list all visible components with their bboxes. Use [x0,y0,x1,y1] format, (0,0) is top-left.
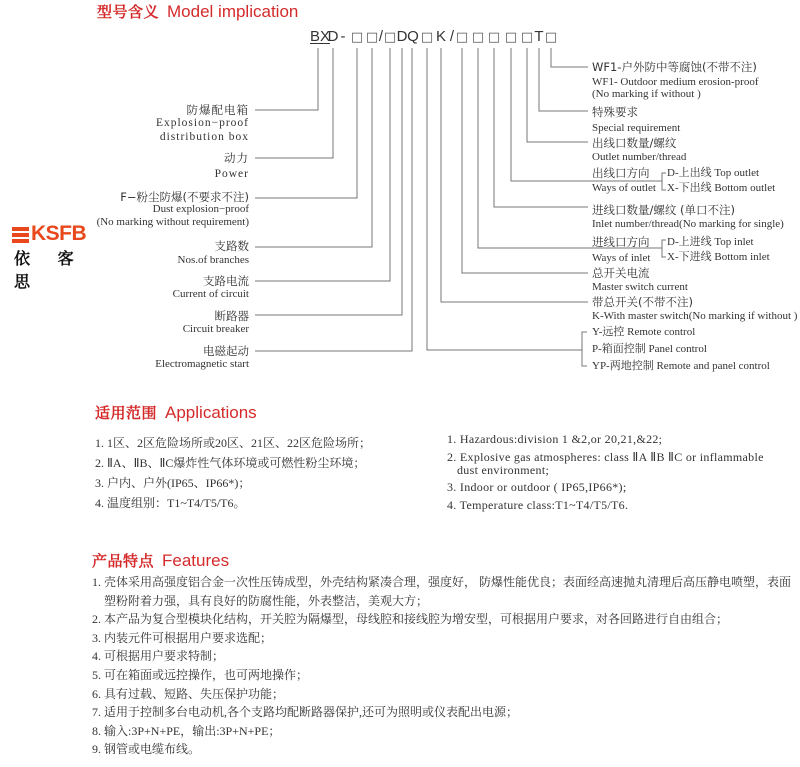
label-inlet-number-cn: 进线口数量/螺纹 (单口不注) [592,203,736,217]
label-circuit-current-cn: 支路电流 [203,274,249,288]
code-glyph: - [340,28,346,45]
feature-line: 1. 壳体采用高强度铝合金一次性压铸成型，外壳结构紧凑合理，强度好， 防爆性能优良；表面经高速抛丸清理后高压静电喷塑，表面 [92,575,792,589]
label-power-en: Power [214,168,249,180]
label-branches-en: Nos.of branches [177,254,249,266]
feature-item [92,722,791,741]
code-glyph: □ [420,30,434,45]
logo-e-mark [12,227,29,243]
line-control [427,48,582,350]
feature-item [92,740,791,759]
line-circuit-current [255,48,390,281]
feature-line: 8. 输入:3P+N+PE，输出:3P+N+PE； [92,723,281,738]
feature-line: 塑粉附着力强，具有良好的防腐性能，外表整洁，美观大方； [104,593,429,608]
application-line: 3. Indoor or outdoor ( IP65,IP66*); [447,480,627,494]
code-glyph: □ [520,30,534,45]
label-master-switch-en: K-With master switch(No marking if without ) [592,310,798,322]
application-line: dust environment; [457,462,550,477]
label-explosion-proof-box-en: distribution box [159,131,249,143]
application-item-en [447,499,764,512]
code-glyph: / [378,28,384,45]
feature-item [92,647,791,666]
option-top-inlet: D-上进线 Top inlet [667,236,754,248]
model-heading-cn: 型号含义 [97,4,160,21]
label-outlet-ways-cn: 出线口方向 [592,166,650,180]
label-outlet-number-en: Outlet number/thread [592,151,687,163]
features-heading [92,550,229,571]
label-special-cn: 特殊要求 [592,105,638,119]
label-dust-proof-en: Dust explosion−proof [152,203,249,215]
application-item-cn: 4. 温度组别：T1~T4/T5/T6。 [95,496,246,510]
bracket-control [582,332,587,366]
code-glyph: BX [309,28,331,45]
logo-wordmark: KSFB [31,222,87,245]
label-inlet-ways-cn: 进线口方向 [592,235,650,249]
label-outlet-number-cn: 出线口数量/螺纹 [592,136,677,150]
feature-item [92,629,791,648]
label-master-current-cn: 总开关电流 [592,266,650,280]
code-glyph: □ [383,30,397,45]
label-explosion-proof-box-en: Explosion−proof [155,117,249,129]
application-item-en [447,451,764,477]
code-glyph: □ [504,30,518,45]
label-wf1-note: (No marking if without ) [592,88,701,100]
applications-heading-en: Applications [165,403,257,422]
code-glyph: □ [471,30,485,45]
label-electromagnetic-start-cn: 电磁起动 [203,344,249,358]
feature-line: 2. 本产品为复合型模块化结构，开关腔为隔爆型，母线腔和接线腔为增安型，可根据用户要求，对各回路进行自由组合； [92,612,729,627]
line-wf1 [551,48,588,67]
code-glyph: □ [365,30,379,45]
option-remote-control: Y-远控 Remote control [592,326,696,338]
label-circuit-current-en: Current of circuit [172,288,249,300]
line-circuit-breaker [255,48,402,315]
bracket-inlet-ways [662,240,666,257]
feature-line: 5. 可在箱面或远控操作，也可两地操作； [92,667,309,682]
label-explosion-proof-box-cn: 防爆配电箱 [186,103,249,117]
label-inlet-ways-en: Ways of inlet [592,252,651,264]
label-branches-cn: 支路数 [214,239,249,253]
line-dust-proof [255,48,357,198]
feature-line: 6. 具有过载、短路、失压保护功能； [92,686,285,701]
label-circuit-breaker-en: Circuit breaker [182,323,249,335]
label-electromagnetic-start-en: Electromagnetic start [155,358,249,370]
option-bottom-inlet: X-下进线 Bottom inlet [667,251,770,263]
application-item-cn: 1. 1区、2区危险场所或20区、21区、22区危险场所； [95,436,372,450]
label-dust-proof-en: (No marking without requirement) [96,216,249,228]
brand-logo [12,222,112,291]
line-master-current [462,48,588,273]
label-power-cn: 动力 [224,151,249,165]
feature-item [92,573,791,610]
line-master-switch [441,48,588,302]
feature-line: 4. 可根据用户要求特制； [92,649,225,664]
features-list [92,573,791,759]
code-glyph: K [435,28,447,45]
option-bottom-outlet: X-下出线 Bottom outlet [667,182,776,194]
applications-heading-cn: 适用范围 [95,405,158,422]
code-glyph: D [327,28,339,45]
code-glyph: □ [455,30,469,45]
code-glyph: T [534,28,544,45]
application-item-en [447,481,764,494]
feature-item [92,703,791,722]
feature-line: 9. 钢管或电缆布线。 [92,742,201,757]
label-circuit-breaker-cn: 断路器 [214,309,249,323]
feature-item [92,610,791,629]
bracket-outlet-ways [662,173,666,190]
label-wf1-en: WF1- Outdoor medium erosion-proof [592,76,759,88]
label-master-current-en: Master switch current [592,281,688,293]
line-branches [255,48,372,247]
applications-list-en [447,433,764,516]
line-outlet-number [527,48,588,142]
label-master-switch-cn: 带总开关(不带不注) [592,295,693,309]
label-inlet-number-en: Inlet number/thread(No marking for single) [592,218,784,230]
application-line: 1. Hazardous:division 1 &2,or 20,21,&22; [447,432,663,446]
line-explosion-proof-box [255,48,318,110]
option-panel-control: P-箱面控制 Panel control [592,343,707,355]
code-glyph: □ [350,30,364,45]
feature-item [92,685,791,704]
option-top-outlet: D-上出线 Top outlet [667,167,760,179]
feature-line: 3. 内装元件可根据用户要求选配； [92,630,273,645]
application-line: 2. Explosive gas atmospheres: class ⅡA ⅡB ⅡC or inflammable [447,449,764,464]
line-special [539,48,588,111]
line-inlet-number [494,48,588,207]
applications-list-cn [95,433,371,513]
feature-item [92,666,791,685]
features-heading-cn: 产品特点 [92,553,155,570]
label-dust-proof-cn: F−粉尘防爆(不要求不注) [120,190,249,204]
code-glyph: Q [407,28,419,45]
application-item-en [447,433,764,446]
applications-heading [95,402,257,423]
feature-line: 7. 适用于控制多台电动机,各个支路均配断路器保护,还可为照明或仪表配出电源； [92,705,519,720]
features-heading-en: Features [162,551,230,570]
label-outlet-ways-en: Ways of outlet [592,182,656,194]
code-glyph: □ [487,30,501,45]
label-wf1-cn: WF1-户外防中等腐蚀(不带不注) [592,60,757,74]
line-power [255,48,333,158]
code-glyph: D [396,28,408,45]
code-glyph: / [449,28,455,45]
application-item-cn: 2. ⅡA、ⅡB、ⅡC爆炸性气体环境或可燃性粉尘环境； [95,456,366,470]
logo-chinese-name: 依 客 思 [14,249,85,291]
application-item-cn: 3. 户内、户外(IP65、IP66*)； [95,476,251,490]
option-remote-and-panel-control: YP-两地控制 Remote and panel control [592,360,770,372]
code-glyph: □ [544,30,558,45]
application-line: 4. Temperature class:T1~T4/T5/T6. [447,497,629,512]
model-heading-en: Model implication [167,2,299,21]
label-special-en: Special requirement [592,122,681,134]
